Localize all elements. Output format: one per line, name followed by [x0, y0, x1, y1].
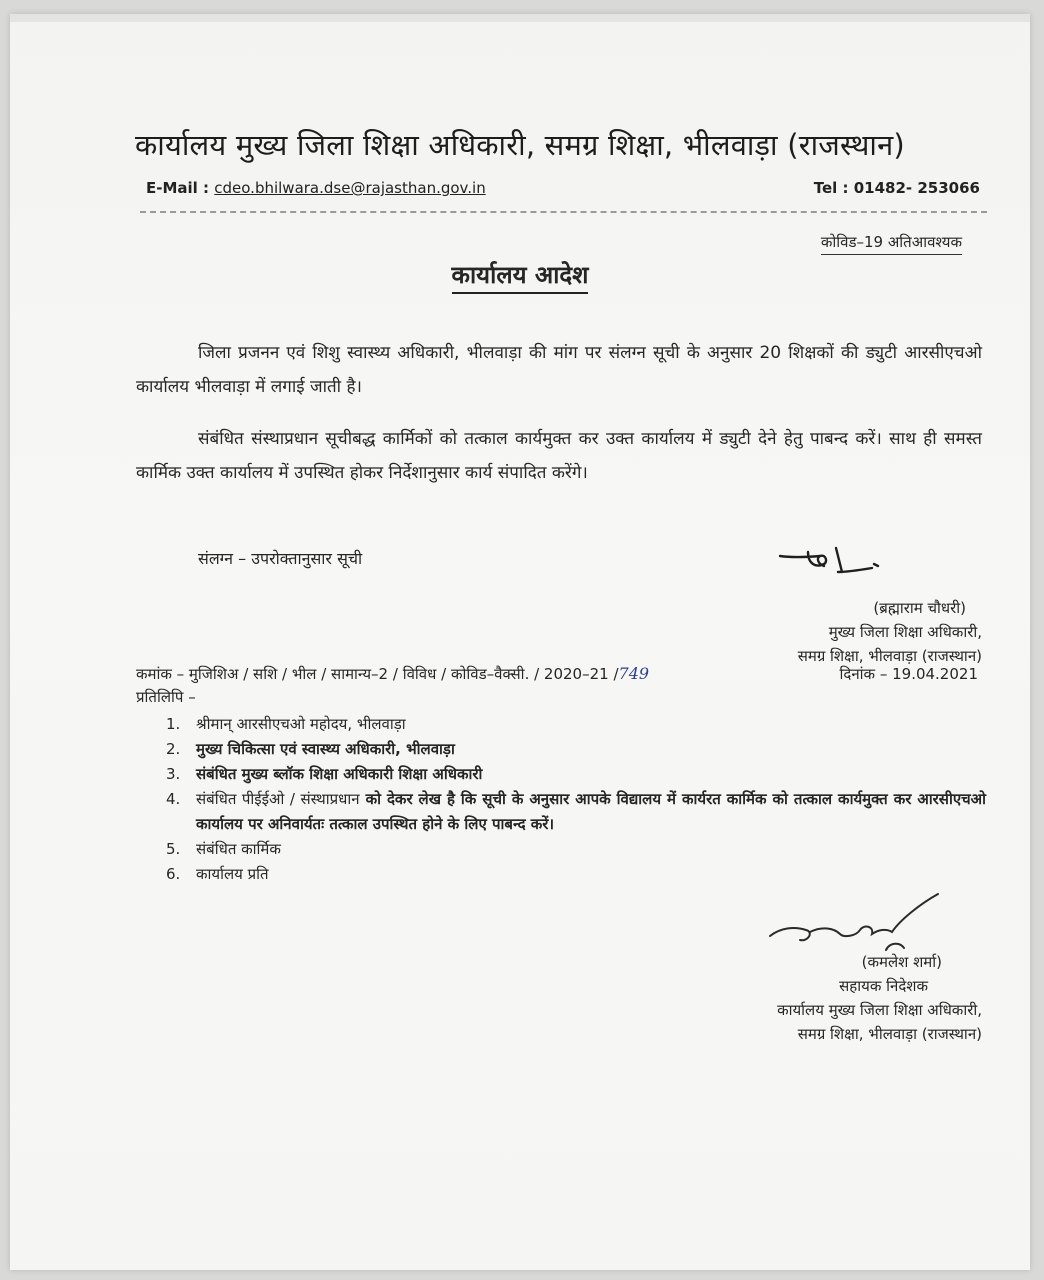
list-item-number: 2.	[166, 740, 181, 758]
signatory-block-1	[798, 596, 982, 668]
list-item-text: मुख्य चिकित्सा एवं स्वास्थ्य अधिकारी, भीलवाड़ा	[196, 740, 455, 758]
list-item-text: कार्यालय प्रति	[196, 865, 269, 883]
reference-date: दिनांक – 19.04.2021	[839, 665, 978, 683]
copy-to-list	[166, 712, 986, 887]
signatory-2-name: (कमलेश शर्मा)	[861, 953, 942, 971]
email-link[interactable]: cdeo.bhilwara.dse@rajasthan.gov.in	[214, 179, 486, 197]
list-item-prefix: संबंधित पीईईओ / संस्थाप्रधान	[196, 790, 360, 808]
list-item-number: 4.	[166, 790, 181, 808]
list-item-number: 5.	[166, 840, 181, 858]
list-item-number: 3.	[166, 765, 181, 783]
list-item-number: 6.	[166, 865, 181, 883]
list-item	[166, 712, 986, 737]
signatory-2-office-line-2: समग्र शिक्षा, भीलवाड़ा (राजस्थान)	[797, 1025, 982, 1043]
reference-row	[136, 664, 978, 684]
list-item	[166, 837, 986, 862]
order-title-text: कार्यालय आदेश	[452, 261, 589, 294]
telephone: Tel : 01482- 253066	[813, 179, 980, 197]
body-paragraph-1	[136, 336, 982, 404]
list-item-text: संबंधित कार्मिक	[196, 840, 281, 858]
list-item	[166, 787, 986, 837]
order-title	[10, 258, 1030, 291]
list-item	[166, 762, 986, 787]
reference-number: कमांक – मुजिशिअ / सशि / भील / सामान्य–2 / विविध / कोविड–वैक्सी. / 2020–21 /	[136, 665, 619, 683]
header-divider	[140, 211, 987, 213]
email-block	[146, 179, 486, 197]
body-paragraph-2-text: संबंधित संस्थाप्रधान सूचीबद्ध कार्मिकों को तत्काल कार्यमुक्त कर उक्त कार्यालय में ड्युटी देने हेतु पाबन्द करें। साथ ही समस्त कार्मिक उक्त कार्यालय में उपस्थित होकर निर्देशानुसार कार्य संपादित करेंगे।	[136, 429, 982, 483]
body-paragraph-2	[136, 422, 982, 490]
handwritten-dispatch-number: 749	[618, 664, 650, 683]
body-paragraph-1-text: जिला प्रजनन एवं शिशु स्वास्थ्य अधिकारी, भीलवाड़ा की मांग पर संलग्न सूची के अनुसार 20 शिक्षकों की ड्युटी आरसीएचओ कार्यालय भीलवाड़ा में लगाई जाती है।	[136, 343, 982, 397]
list-item	[166, 862, 986, 887]
list-item-text: को देकर लेख है कि सूची के अनुसार आपके विद्यालय में कार्यरत कार्मिक को तत्काल कार्यमुक्त कर आरसीएचओ कार्यालय पर अनिवार्यतः तत्काल उपस्थित होने के लिए पाबन्द करें।	[196, 790, 986, 833]
copy-to-label: प्रतिलिपि –	[136, 688, 196, 706]
signatory-2-office-line-1: कार्यालय मुख्य जिला शिक्षा अधिकारी,	[777, 1001, 982, 1019]
list-item-text: संबंधित मुख्य ब्लॉक शिक्षा अधिकारी शिक्षा अधिकारी	[196, 765, 483, 783]
covid-urgent-label: कोविड–19 अतिआवश्यक	[821, 232, 962, 255]
email-label: E-Mail :	[146, 179, 210, 197]
paper-edge-shadow	[10, 14, 1030, 22]
document-page	[10, 14, 1030, 1270]
office-header-title: कार्यालय मुख्य जिला शिक्षा अधिकारी, समग्र शिक्षा, भीलवाड़ा (राजस्थान)	[135, 128, 905, 162]
enclosure-note: संलग्न – उपरोक्तानुसार सूची	[198, 549, 363, 568]
list-item-text: श्रीमान् आरसीएचओ महोदय, भीलवाड़ा	[196, 715, 406, 733]
list-item-number: 1.	[166, 715, 181, 733]
signatory-1-office: समग्र शिक्षा, भीलवाड़ा (राजस्थान)	[797, 647, 982, 665]
signatory-2-designation: सहायक निदेशक	[839, 977, 928, 995]
signatory-block-2	[777, 950, 982, 1046]
signature-brahmaram	[774, 542, 894, 582]
signatory-1-designation: मुख्य जिला शिक्षा अधिकारी,	[828, 623, 982, 641]
list-item	[166, 737, 986, 762]
signatory-1-name: (ब्रह्माराम चौधरी)	[873, 599, 966, 617]
